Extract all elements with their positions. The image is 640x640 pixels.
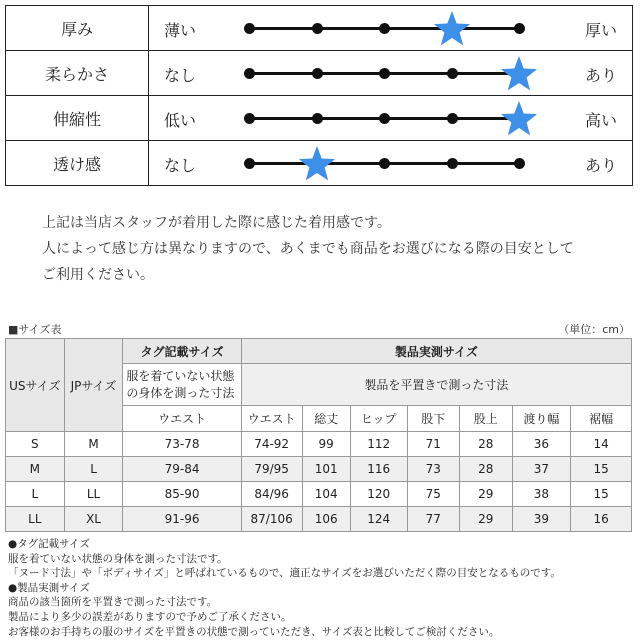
size-value-cell: 15	[571, 482, 632, 507]
scale-dot	[447, 113, 458, 124]
size-value-cell: 116	[350, 457, 407, 482]
size-table	[5, 338, 632, 532]
tag-desc-line: の身体を測った寸法	[126, 385, 235, 400]
jp-size-cell: L	[64, 457, 123, 482]
scale-dot	[514, 23, 525, 34]
feel-row	[6, 51, 633, 96]
note-heading: ●タグ記載サイズ	[8, 538, 90, 550]
size-row	[6, 432, 632, 457]
size-value-cell: 38	[512, 482, 571, 507]
actual-col-header: ヒップ	[350, 406, 407, 432]
size-value-cell: 104	[302, 482, 350, 507]
us-size-cell: M	[6, 457, 65, 482]
feel-scale	[149, 6, 633, 51]
note-line: ご利用ください。	[42, 267, 154, 283]
size-value-cell: 106	[302, 507, 350, 532]
scale-dot	[244, 158, 255, 169]
jp-size-cell: XL	[64, 507, 123, 532]
size-value-cell: 112	[350, 432, 407, 457]
actual-size-header: 製品実測サイズ	[241, 339, 631, 364]
feel-label: 厚み	[6, 6, 149, 51]
size-row	[6, 482, 632, 507]
usage-note	[42, 210, 574, 288]
scale-dot	[379, 158, 390, 169]
scale-dot	[312, 113, 323, 124]
scale-dot	[379, 68, 390, 79]
size-value-cell: 99	[302, 432, 350, 457]
rating-star-icon	[297, 144, 337, 184]
us-size-cell: S	[6, 432, 65, 457]
size-value-cell: 101	[302, 457, 350, 482]
actual-col-header: ウエスト	[241, 406, 302, 432]
scale-low-label: 薄い	[164, 21, 197, 40]
size-value-cell: 79/95	[241, 457, 302, 482]
size-value-cell: 79-84	[123, 457, 241, 482]
feel-label: 柔らかさ	[6, 51, 149, 96]
scale-dot	[379, 113, 390, 124]
size-value-cell: 85-90	[123, 482, 241, 507]
scale-high-label: 高い	[584, 111, 617, 130]
scale-high-label: 厚い	[584, 21, 617, 40]
size-value-cell: 120	[350, 482, 407, 507]
size-value-cell: 91-96	[123, 507, 241, 532]
size-notes	[8, 537, 561, 639]
us-size-cell: LL	[6, 507, 65, 532]
rating-star-icon	[499, 99, 539, 139]
feel-table	[5, 5, 633, 186]
size-value-cell: 37	[512, 457, 571, 482]
feel-label: 透け感	[6, 141, 149, 186]
feel-label: 伸縮性	[6, 96, 149, 141]
size-value-cell: 71	[407, 432, 460, 457]
size-value-cell: 29	[460, 507, 513, 532]
feel-row	[6, 141, 633, 186]
size-value-cell: 14	[571, 432, 632, 457]
actual-col-header: 股下	[407, 406, 460, 432]
jp-size-cell: M	[64, 432, 123, 457]
feel-scale	[149, 51, 633, 96]
size-value-cell: 73-78	[123, 432, 241, 457]
size-value-cell: 15	[571, 457, 632, 482]
scale-dot	[244, 23, 255, 34]
actual-col-header: 裾幅	[571, 406, 632, 432]
note-text: 商品の該当箇所を平置きで測った寸法です。	[8, 596, 218, 609]
scale-dot	[514, 158, 525, 169]
note-heading: ●製品実測サイズ	[8, 581, 90, 594]
size-value-cell: 29	[460, 482, 513, 507]
size-value-cell: 16	[571, 507, 632, 532]
note-line: 上記は当店スタッフが着用した際に感じた着用感です。	[42, 215, 391, 231]
rating-star-icon	[432, 9, 472, 49]
actual-col-header: 総丈	[302, 406, 350, 432]
scale-high-label: あり	[584, 156, 617, 175]
size-value-cell: 39	[512, 507, 571, 532]
feel-row	[6, 96, 633, 141]
size-value-cell: 84/96	[241, 482, 302, 507]
note-text: お客様のお手持ちの服のサイズを平置きの状態で測っていただき、サイズ表と比較してご検討ください。	[8, 625, 500, 638]
scale-low-label: 低い	[164, 111, 197, 130]
scale-low-label: なし	[164, 66, 197, 85]
scale-dot	[447, 68, 458, 79]
scale-dot	[244, 68, 255, 79]
col-us-size: USサイズ	[6, 339, 65, 432]
scale-dot	[312, 68, 323, 79]
scale-dot	[379, 23, 390, 34]
note-text: 製品により多少の誤差がありますので予めご了承ください。	[8, 610, 292, 623]
scale-high-label: あり	[584, 66, 617, 85]
tag-size-header: タグ記載サイズ	[123, 339, 241, 364]
note-line: 人によって感じ方は異なりますので、あくまでも商品をお選びになる際の目安として	[42, 241, 574, 257]
note-text: 「ヌード寸法」や「ボディサイズ」と呼ばれているもので、適正なサイズをお選びいただく際の目安となるものです。	[8, 567, 561, 580]
size-value-cell: 73	[407, 457, 460, 482]
actual-col-header: 股上	[460, 406, 513, 432]
size-value-cell: 77	[407, 507, 460, 532]
feel-scale	[149, 141, 633, 186]
unit-label: （単位：cm）	[558, 323, 630, 336]
rating-star-icon	[499, 54, 539, 94]
size-value-cell: 74-92	[241, 432, 302, 457]
tag-size-desc	[123, 364, 241, 406]
us-size-cell: L	[6, 482, 65, 507]
actual-col-header: 渡り幅	[512, 406, 571, 432]
size-row	[6, 507, 632, 532]
scale-dot	[447, 158, 458, 169]
size-value-cell: 36	[512, 432, 571, 457]
tag-desc-line: 服を着ていない状態	[126, 368, 235, 383]
scale-dot	[244, 113, 255, 124]
feel-row	[6, 6, 633, 51]
scale-low-label: なし	[164, 156, 197, 175]
size-value-cell: 28	[460, 457, 513, 482]
actual-size-desc: 製品を平置きで測った寸法	[241, 364, 631, 406]
note-text: 服を着ていない状態の身体を測った寸法です。	[8, 552, 228, 565]
jp-size-cell: LL	[64, 482, 123, 507]
size-table-title: ■サイズ表	[8, 323, 62, 336]
col-jp-size: JPサイズ	[64, 339, 123, 432]
size-value-cell: 75	[407, 482, 460, 507]
size-value-cell: 28	[460, 432, 513, 457]
size-row	[6, 457, 632, 482]
scale-dot	[312, 23, 323, 34]
feel-scale	[149, 96, 633, 141]
size-value-cell: 87/106	[241, 507, 302, 532]
size-value-cell: 124	[350, 507, 407, 532]
tag-col-waist: ウエスト	[123, 406, 241, 432]
